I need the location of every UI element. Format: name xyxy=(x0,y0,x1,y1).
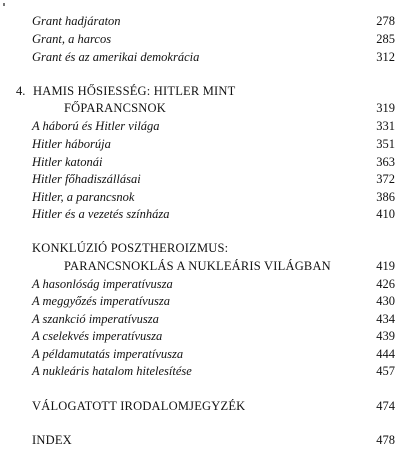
toc-entry-page: 426 xyxy=(376,277,395,291)
toc-entry-page: 351 xyxy=(376,137,395,151)
toc-entry xyxy=(0,118,415,134)
toc-entry-title: Grant hadjáraton xyxy=(32,14,121,28)
toc-entry-page: 434 xyxy=(376,312,395,326)
toc-entry-page: 312 xyxy=(376,50,395,64)
toc-entry xyxy=(0,206,415,222)
conclusion-title-line1: KONKLÚZIÓ POSZTHEROIZMUS: xyxy=(32,241,229,255)
toc-entry xyxy=(0,293,415,309)
toc-entry xyxy=(0,31,415,47)
toc-entry-page: 386 xyxy=(376,190,395,204)
toc-entry xyxy=(0,13,415,29)
scan-mark xyxy=(3,3,5,6)
index-page: 478 xyxy=(376,433,395,447)
toc-entry xyxy=(0,346,415,362)
toc-entry-title: Hitler háborúja xyxy=(32,137,111,151)
toc-entry-title: A háború és Hitler világa xyxy=(32,119,160,133)
toc-entry-page: 457 xyxy=(376,364,395,378)
toc-entry-page: 444 xyxy=(376,347,395,361)
toc-entry-title: Hitler főhadiszállásai xyxy=(32,172,141,186)
chapter-heading xyxy=(0,240,415,256)
chapter-heading-continued xyxy=(0,100,415,116)
toc-entry-page: 430 xyxy=(376,294,395,308)
toc-entry-title: A szankció imperatívusza xyxy=(32,312,159,326)
toc-entry xyxy=(0,189,415,205)
toc-entry xyxy=(0,276,415,292)
toc-entry xyxy=(0,154,415,170)
toc-entry xyxy=(0,171,415,187)
toc-entry-page: 278 xyxy=(376,14,395,28)
toc-entry-page: 439 xyxy=(376,329,395,343)
toc-entry-page: 363 xyxy=(376,155,395,169)
index-title: INDEX xyxy=(32,433,72,447)
toc-section xyxy=(0,398,415,414)
toc-entry-title: Grant és az amerikai demokrácia xyxy=(32,50,200,64)
toc-entry-title: A példamutatás imperatívusza xyxy=(32,347,184,361)
chapter-heading xyxy=(0,83,415,99)
toc-entry-title: A meggyőzés imperatívusza xyxy=(32,294,170,308)
chapter-heading-continued xyxy=(0,258,415,274)
conclusion-page: 419 xyxy=(376,259,395,273)
toc-entry xyxy=(0,49,415,65)
conclusion-title-line2: PARANCSNOKLÁS A NUKLEÁRIS VILÁGBAN xyxy=(64,259,331,273)
chapter-title-line1: HAMIS HŐSIESSÉG: HITLER MINT xyxy=(33,84,236,98)
toc-entry xyxy=(0,363,415,379)
toc-entry-title: A nukleáris hatalom hitelesítése xyxy=(32,364,192,378)
chapter-title-line2: FŐPARANCSNOK xyxy=(64,101,166,115)
toc-entry xyxy=(0,311,415,327)
toc-entry-page: 372 xyxy=(376,172,395,186)
chapter-page: 319 xyxy=(376,101,395,115)
toc-entry xyxy=(0,328,415,344)
bibliography-title: VÁLOGATOTT IRODALOMJEGYZÉK xyxy=(32,399,246,413)
toc-entry-page: 410 xyxy=(376,207,395,221)
toc-entry-title: Grant, a harcos xyxy=(32,32,112,46)
toc-section xyxy=(0,432,415,448)
toc-entry-title: Hitler, a parancsnok xyxy=(32,190,135,204)
toc-entry-page: 285 xyxy=(376,32,395,46)
toc-entry-title: A hasonlóság imperatívusza xyxy=(32,277,173,291)
chapter-number: 4. xyxy=(16,84,26,98)
bibliography-page: 474 xyxy=(376,399,395,413)
toc-entry-page: 331 xyxy=(376,119,395,133)
toc-entry xyxy=(0,136,415,152)
toc-entry-title: A cselekvés imperatívusza xyxy=(32,329,163,343)
toc-entry-title: Hitler és a vezetés színháza xyxy=(32,207,170,221)
toc-entry-title: Hitler katonái xyxy=(32,155,103,169)
